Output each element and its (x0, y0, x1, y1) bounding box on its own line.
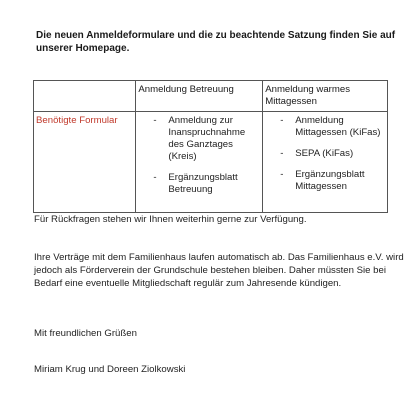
signature-names: Miriam Krug und Doreen Ziolkowski (34, 364, 186, 375)
dash-bullet: - (153, 172, 157, 183)
list-item-label: Anmeldung zur Inanspruchnahme des Ganztages (Kreis) (168, 115, 246, 162)
dash-bullet: - (280, 148, 284, 159)
questions-paragraph: Für Rückfragen stehen wir Ihnen weiterhin gerne zur Verfügung. (34, 214, 307, 225)
list-item (265, 148, 385, 160)
contracts-paragraph: Ihre Verträge mit dem Familienhaus laufen automatisch ab. Das Familienhaus e.V. wird jedoch als Förderverein der Grundschule bestehen bleiben. Daher müssten Sie bei Bedarf eine eventuelle Mitgliedschaft regulär zum Jahresende kündigen. (34, 252, 404, 289)
dash-bullet: - (153, 115, 157, 126)
forms-table (33, 80, 388, 213)
betreuung-list (138, 115, 260, 196)
row-label-benoetigte-formular: Benötigte Formular (34, 112, 136, 213)
list-item-label: Anmeldung Mittagessen (KiFas) (295, 115, 381, 138)
list-item (265, 169, 385, 193)
betreuung-cell (136, 112, 263, 213)
list-item (138, 115, 260, 163)
list-item-label: SEPA (KiFas) (295, 148, 354, 159)
list-item-label: Ergänzungsblatt Mittagessen (295, 169, 365, 192)
list-item (265, 115, 385, 139)
table-header-row (34, 81, 388, 112)
mittagessen-cell (263, 112, 388, 213)
dash-bullet: - (280, 115, 284, 126)
table-header-empty (34, 81, 136, 112)
mittagessen-list (265, 115, 385, 193)
closing-greeting: Mit freundlichen Grüßen (34, 328, 137, 339)
document-heading: Die neuen Anmeldeformulare und die zu beachtende Satzung finden Sie auf unserer Homepage. (36, 30, 396, 54)
table-header-betreuung: Anmeldung Betreuung (136, 81, 263, 112)
list-item-label: Ergänzungsblatt Betreuung (168, 172, 238, 195)
table-row (34, 112, 388, 213)
list-item (138, 172, 260, 196)
table-header-mittagessen: Anmeldung warmes Mittagessen (263, 81, 388, 112)
dash-bullet: - (280, 169, 284, 180)
